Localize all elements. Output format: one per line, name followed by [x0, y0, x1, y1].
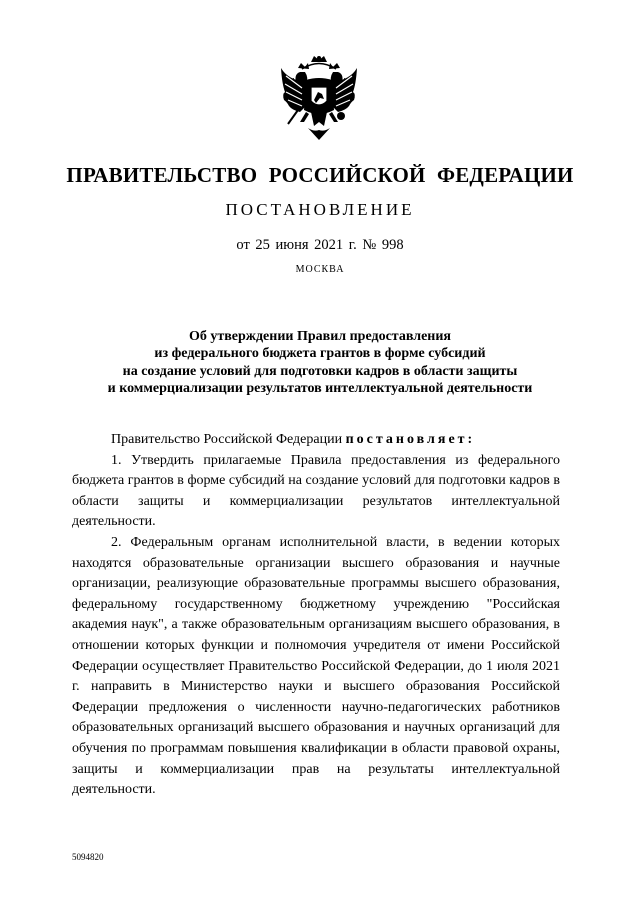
intro-text: Правительство Российской Федерации: [111, 432, 346, 447]
title-line: из федерального бюджета грантов в форме субсидий: [154, 346, 486, 362]
paragraph-1: 1. Утвердить прилагаемые Правила предоставления из федерального бюджета грантов в форме субсидий на создание условий для подготовки кадров в области защиты и коммерциализации результатов интеллектуальной деятельности.: [72, 452, 560, 530]
document-body: [72, 430, 560, 801]
paragraph-2: 2. Федеральным органам исполнительной власти, в ведении которых находятся образовательные организации высшего образования и научные организации, реализующие образовательные программы высшего образования, федеральному государственному бюджетному учреждению "Российская академия наук", а также образовательным организациям высшего образования, в отношении которых функции и полномочия учредителя от имени Российской Федерации осуществляет Правительство Российской Федерации, до 1 июля 2021 г. направить в Министерство науки и высшего образования Российской Федерации предложения о численности научно-педагогических работников образовательных организаций высшего образования и научных организаций для обучения по программам повышения квалификации в области правовой охраны, защиты и коммерциализации прав на результаты интеллектуальной деятельности.: [72, 534, 560, 798]
government-name: ПРАВИТЕЛЬСТВО РОССИЙСКОЙ ФЕДЕРАЦИИ: [66, 163, 574, 187]
document-title: [60, 328, 580, 397]
intro-paragraph: [72, 430, 560, 451]
coat-of-arms-icon: [278, 54, 360, 144]
document-code: 5094820: [72, 852, 104, 862]
title-line: Об утверждении Правил предоставления: [188, 329, 451, 344]
document-type: ПОСТАНОВЛЕНИЕ: [225, 200, 415, 219]
title-line: и коммерциализации результатов интеллектуальной деятельности: [107, 380, 533, 396]
decree-keyword: постановляет:: [345, 432, 476, 447]
title-line: на создание условий для подготовки кадров в области защиты: [122, 363, 518, 379]
document-date-number: от 25 июня 2021 г. № 998: [236, 237, 404, 253]
document-city: МОСКВА: [295, 264, 345, 275]
